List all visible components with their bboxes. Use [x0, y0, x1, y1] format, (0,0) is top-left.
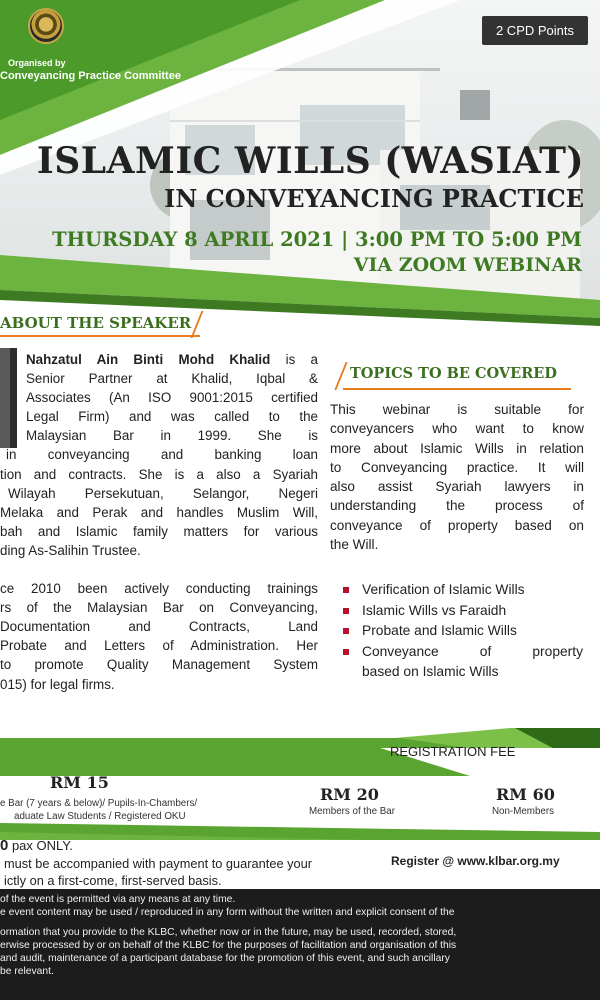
topics-heading: TOPICS TO BE COVERED — [350, 365, 557, 382]
payment-note: must be accompanied with payment to guarantee your ictly on a first-come, first-served basis. — [4, 856, 313, 888]
heading-underline — [0, 335, 200, 337]
fee-amount-non-members: RM 60 — [496, 785, 555, 804]
event-date-time: THURSDAY 8 APRIL 2021 | 3:00 PM TO 5:00 PM — [52, 228, 582, 251]
topics-intro: This webinar is suitable for conveyancers who want to know more about Islamic Wills in relation to Conveyancing practice. It will also assist Syariah lawyers in understanding the process of conveyance of property based on the Will. — [330, 402, 584, 553]
event-subtitle: IN CONVEYANCING PRACTICE — [164, 184, 584, 213]
fee-amount-members: RM 20 — [320, 785, 379, 804]
list-item: Islamic Wills vs Faraidh — [343, 601, 583, 622]
footer-disclaimer: of the event is permitted via any means at any time. e event content may be used / reproduced in any form without the written and explicit consent of the ormation that you provide to the KLBC, whether now or in the future, may be used, recorded, stored, erwise processed by or on behalf of the KLBC for the purposes of facilitation and organisation of this and audit, maintenance of a participant database for the promotion of this event, and such ancillary be relevant. — [0, 889, 600, 1000]
topics-list — [343, 580, 583, 683]
fee-desc-members: Members of the Bar — [308, 806, 396, 817]
list-item: Probate and Islamic Wills — [343, 621, 583, 642]
fee-amount-young-lawyers: RM 15 — [50, 773, 109, 792]
list-item: Conveyance of property based on Islamic Wills — [343, 642, 583, 683]
topics-heading-underline — [343, 388, 571, 390]
about-speaker-heading: ABOUT THE SPEAKER — [0, 314, 192, 332]
event-venue: VIA ZOOM WEBINAR — [353, 254, 582, 276]
fee-desc-young-lawyers: e Bar (7 years & below)/ Pupils-In-Chambers/ aduate Law Students / Registered OKU — [0, 798, 198, 822]
cpd-points-badge: 2 CPD Points — [482, 16, 588, 45]
topics-heading-slash — [334, 362, 347, 390]
fee-desc-non-members: Non-Members — [491, 806, 555, 817]
registration-fee-heading: REGISTRATION FEE — [390, 744, 516, 759]
hero-banner — [0, 0, 600, 335]
speaker-bio: Nahzatul Ain Binti Mohd Khalid is a Senior Partner at Khalid, Iqbal & Associates (An ISO 9001:2015 certified Legal Firm) and was called to the Malaysian Bar in 1999. She is in conveyancing and banking loan tion and contracts. She is a also a Syariah Wilayah Persekutuan, Selangor, Negeri Melaka and Perak and handles Muslim Will, bah and Islamic family matters for various ding As-Salihin Trustee. ce 2010 been actively conducting trainings rs of the Malaysian Bar on Conveyancing, Documentation and Contracts, Land Probate and Letters of Administration. Her to promote Quality Management System 015) for legal firms. — [0, 352, 318, 692]
register-link[interactable]: Register @ www.klbar.org.my — [391, 854, 560, 868]
speaker-name: Nahzatul Ain Binti Mohd Khalid — [26, 352, 271, 367]
pax-limit-note: 0 pax ONLY. — [0, 837, 73, 854]
list-item: Verification of Islamic Wills — [343, 580, 583, 601]
klbc-logo — [28, 8, 64, 44]
event-title: ISLAMIC WILLS (WASIAT) — [36, 140, 584, 182]
committee-name: Conveyancing Practice Committee — [0, 70, 181, 82]
organised-by-label: Organised by — [8, 58, 66, 68]
